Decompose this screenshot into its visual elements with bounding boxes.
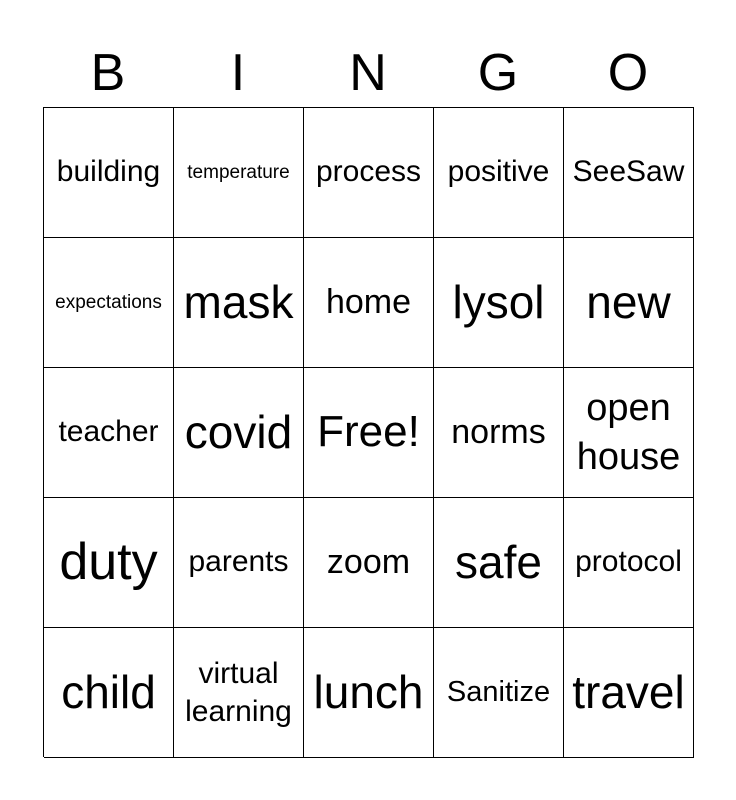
header-letter-b: B	[90, 44, 126, 102]
bingo-cell[interactable]: parents	[174, 498, 304, 628]
bingo-cell[interactable]: norms	[434, 368, 564, 498]
bingo-cell[interactable]: open house	[564, 368, 694, 498]
bingo-cell[interactable]: expectations	[44, 238, 174, 368]
header-letter-g: G	[477, 44, 519, 102]
bingo-cell[interactable]: safe	[434, 498, 564, 628]
bingo-cell[interactable]: mask	[174, 238, 304, 368]
bingo-cell[interactable]: child	[44, 628, 174, 758]
bingo-cell[interactable]: Sanitize	[434, 628, 564, 758]
header-letter-n: N	[349, 44, 387, 102]
bingo-cell[interactable]: travel	[564, 628, 694, 758]
bingo-board	[43, 107, 694, 757]
header-letter-i: I	[230, 44, 246, 102]
bingo-cell[interactable]: zoom	[304, 498, 434, 628]
bingo-cell[interactable]: home	[304, 238, 434, 368]
bingo-cell[interactable]: lunch	[304, 628, 434, 758]
bingo-cell[interactable]: protocol	[564, 498, 694, 628]
header-letter-o: O	[607, 44, 649, 102]
bingo-cell[interactable]: positive	[434, 108, 564, 238]
bingo-cell[interactable]: covid	[174, 368, 304, 498]
bingo-cell[interactable]: SeeSaw	[564, 108, 694, 238]
bingo-cell[interactable]: lysol	[434, 238, 564, 368]
bingo-cell[interactable]: temperature	[174, 108, 304, 238]
bingo-cell[interactable]: process	[304, 108, 434, 238]
bingo-cell[interactable]: duty	[44, 498, 174, 628]
bingo-header	[43, 42, 693, 104]
free-space-cell[interactable]: Free!	[304, 368, 434, 498]
bingo-cell[interactable]: new	[564, 238, 694, 368]
bingo-cell[interactable]: virtual learning	[174, 628, 304, 758]
bingo-cell[interactable]: teacher	[44, 368, 174, 498]
bingo-cell[interactable]: building	[44, 108, 174, 238]
